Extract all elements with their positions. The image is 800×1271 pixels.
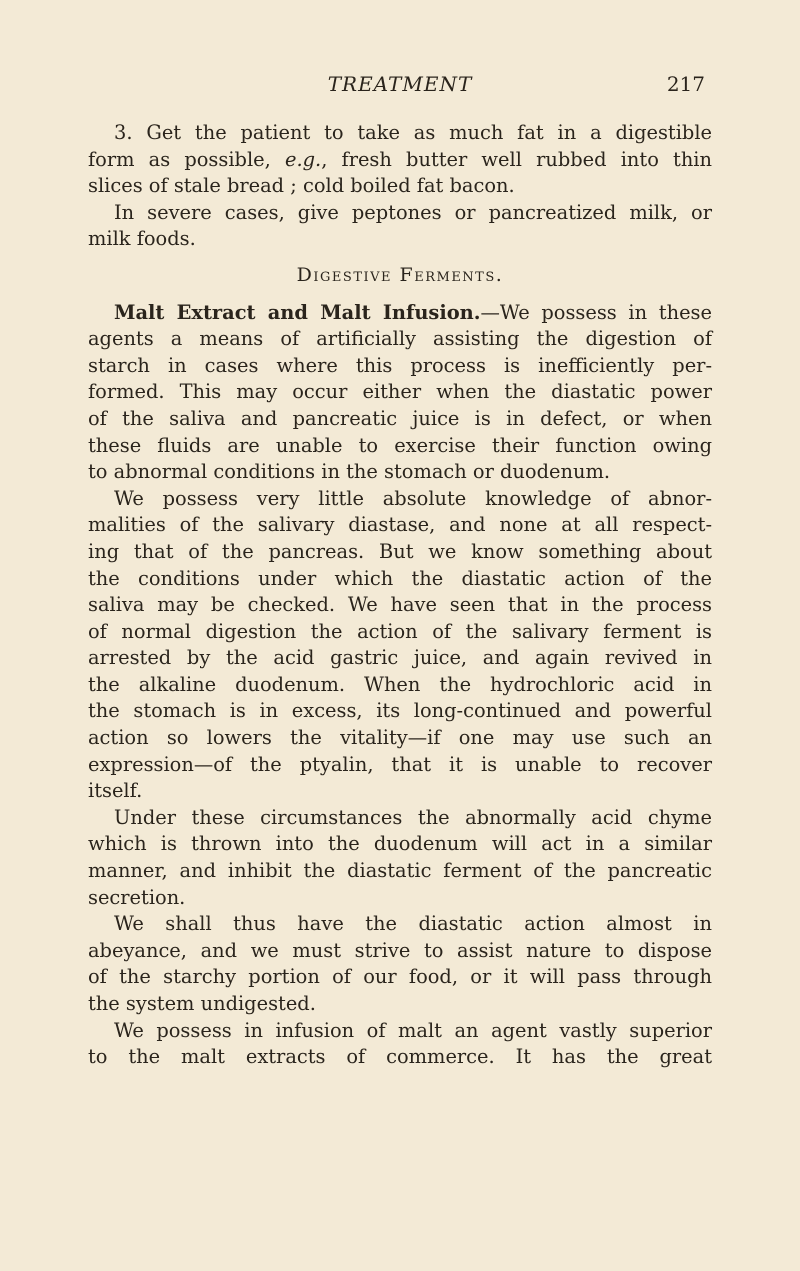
paragraph-salivary-diastase bbox=[88, 486, 712, 805]
text-line: abeyance, and we must strive to assist nature to dispose bbox=[88, 938, 712, 962]
text-span: form as possible, bbox=[88, 147, 271, 171]
text-line: Under these circumstances the abnormally acid chyme bbox=[114, 805, 712, 829]
page-body bbox=[88, 120, 712, 1071]
text-line: the system undigested. bbox=[88, 992, 316, 1015]
text-line: We possess very little absolute knowledge of abnor- bbox=[114, 486, 712, 510]
page-header bbox=[0, 72, 800, 102]
text-line: of the starchy portion of our food, or it will pass through bbox=[88, 965, 712, 989]
text-line: In severe cases, give peptones or pancreatized milk, or bbox=[114, 200, 712, 224]
text-line: these fluids are unable to exercise their function owing bbox=[88, 433, 712, 457]
text-span: , fresh butter well rubbed into thin bbox=[321, 147, 712, 171]
text-line: to abnormal conditions in the stomach or duodenum. bbox=[88, 460, 611, 484]
text-line: manner, and inhibit the diastatic ferment of the pancreatic bbox=[88, 859, 712, 883]
running-head: TREATMENT bbox=[327, 72, 473, 96]
text-line: malities of the salivary diastase, and none at all respect- bbox=[88, 513, 712, 537]
text-line: saliva may be checked. We have seen that in the process bbox=[88, 593, 712, 617]
text-line: the alkaline duodenum. When the hydrochloric acid in bbox=[88, 672, 712, 696]
paragraph-diastatic-abeyance bbox=[88, 911, 712, 1017]
paragraph-acid-chyme bbox=[88, 805, 712, 911]
text-line: We possess in infusion of malt an agent vastly superior bbox=[114, 1018, 712, 1042]
text-line: starch in cases where this process is inefficiently per- bbox=[88, 353, 712, 377]
paragraph-fat-intake bbox=[88, 120, 712, 200]
text-line: arrested by the acid gastric juice, and again revived in bbox=[88, 646, 712, 670]
text-line: secretion. bbox=[88, 885, 186, 909]
text-line: to the malt extracts of commerce. It has the great bbox=[88, 1045, 712, 1069]
paragraph-malt-extract bbox=[88, 300, 712, 486]
page-number: 217 bbox=[666, 72, 705, 96]
text-line: of normal digestion the action of the salivary ferment is bbox=[88, 619, 712, 643]
paragraph-malt-infusion bbox=[88, 1018, 712, 1071]
paragraph-severe-cases bbox=[88, 200, 712, 253]
text-line: action so lowers the vitality—if one may use such an bbox=[88, 726, 712, 750]
text-line: ing that of the pancreas. But we know something about bbox=[88, 539, 712, 563]
text-line: agents a means of artificially assisting the digestion of bbox=[88, 327, 712, 351]
text-line: milk foods. bbox=[88, 227, 196, 251]
text-line: the stomach is in excess, its long-continued and powerful bbox=[88, 699, 712, 723]
section-heading: Digestive Ferments. bbox=[296, 263, 504, 286]
text-line: 3. Get the patient to take as much fat in a digestible bbox=[114, 121, 712, 144]
text-line: which is thrown into the duodenum will act in a similar bbox=[88, 832, 712, 856]
text-line bbox=[88, 147, 712, 174]
text-line: expression—of the ptyalin, that it is unable to recover bbox=[88, 752, 712, 776]
text-line: the conditions under which the diastatic action of the bbox=[88, 566, 712, 590]
emphasis-text: e.g. bbox=[284, 147, 322, 171]
text-line: slices of stale bread ; cold boiled fat bacon. bbox=[88, 174, 515, 198]
text-span: —We possess in these bbox=[480, 300, 712, 324]
text-line: itself. bbox=[88, 779, 143, 803]
text-line: We shall thus have the diastatic action almost in bbox=[114, 912, 712, 936]
run-in-heading: Malt Extract and Malt Infusion. bbox=[114, 300, 481, 324]
text-line: formed. This may occur either when the diastatic power bbox=[88, 380, 712, 404]
text-line: of the saliva and pancreatic juice is in defect, or when bbox=[88, 406, 712, 430]
text-line bbox=[88, 300, 712, 327]
